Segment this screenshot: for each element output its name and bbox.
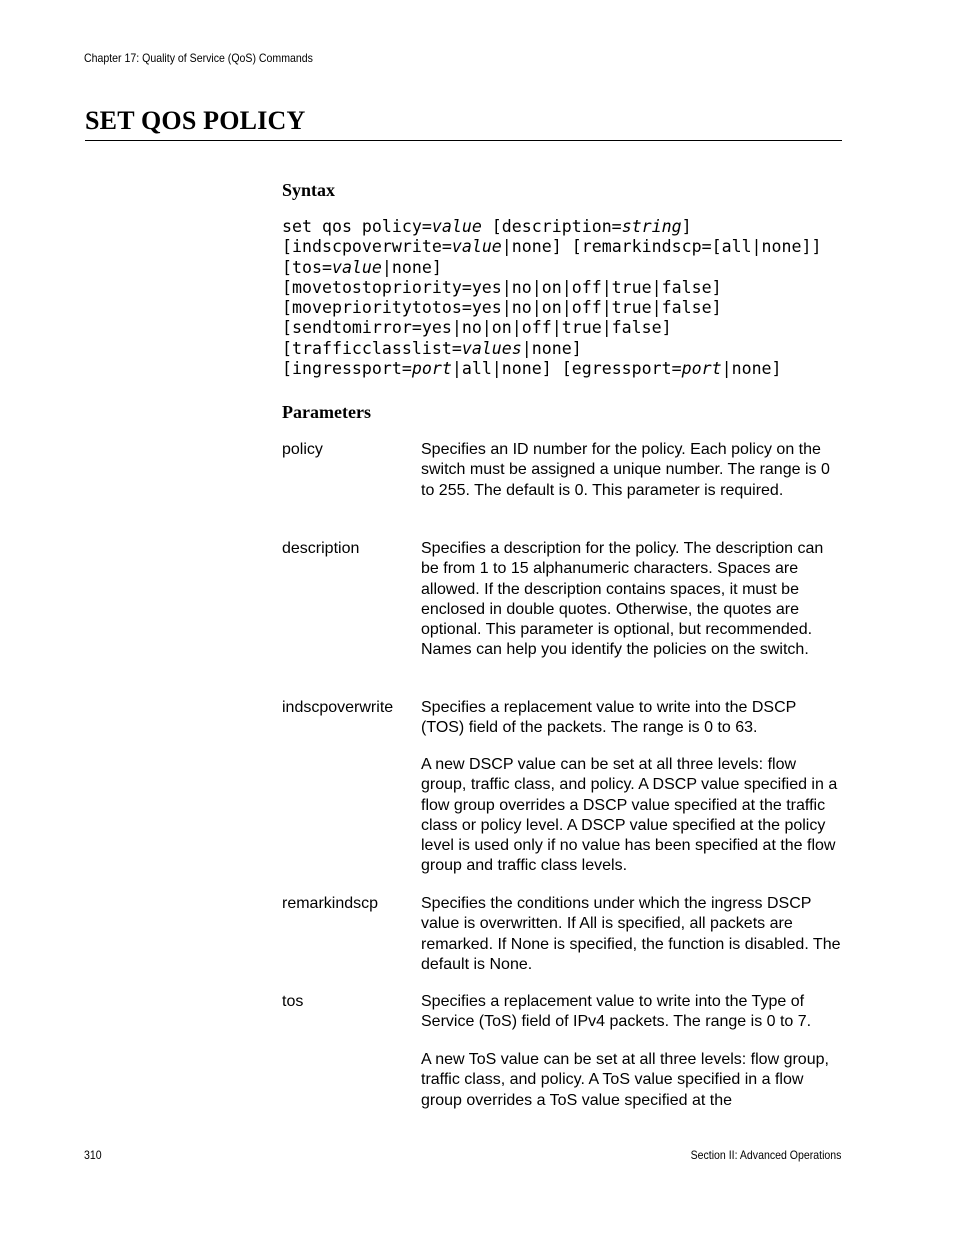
param-name-remarkindscp: remarkindscp <box>282 895 379 912</box>
syntax-text: [tos= <box>282 257 332 277</box>
syntax-line <box>282 298 822 318</box>
param-name-tos: tos <box>282 993 304 1010</box>
syntax-text: |all|none] [egressport= <box>451 359 682 379</box>
parameters-heading: Parameters <box>282 402 371 422</box>
syntax-block <box>282 217 822 379</box>
syntax-text: [description= <box>481 217 622 236</box>
syntax-placeholder: value <box>451 237 502 257</box>
syntax-placeholder: value <box>431 217 482 236</box>
param-desc-indscpoverwrite-note: A new DSCP value can be set at all three levels: flow group, traffic class, and policy. A DSCP value specified in a flow group overrides a DSCP value specified at the traffic class or policy level. A DSCP value specified at the policy level is used only if no value has been specified at the flow group and traffic class levels. <box>421 756 838 875</box>
syntax-placeholder: string <box>621 217 682 236</box>
page-number: 310 <box>84 1148 102 1162</box>
syntax-text: |none] <box>381 257 442 277</box>
param-desc-remarkindscp: Specifies the conditions under which the ingress DSCP value is overwritten. If All is specified, all packets are remarked. If None is specified, the function is disabled. The default is None. <box>421 895 841 973</box>
syntax-text: ] <box>681 217 692 236</box>
param-desc-indscpoverwrite: Specifies a replacement value to write into the DSCP (TOS) field of the packets. The range is 0 to 63. <box>421 699 797 737</box>
param-desc-tos-note: A new ToS value can be set at all three levels: flow group, traffic class, and policy. A ToS value specified in a flow group overrides a ToS value specified at the <box>421 1051 829 1109</box>
syntax-text: |none] <box>521 338 582 358</box>
syntax-text: [indscpoverwrite= <box>282 237 452 257</box>
syntax-text: |none] [remarkindscp=[all|none]] <box>501 237 822 257</box>
syntax-placeholder: value <box>331 257 382 277</box>
syntax-placeholder: port <box>681 359 722 379</box>
syntax-text: [sendtomirror=yes|no|on|off|true|false] <box>282 318 672 338</box>
syntax-line <box>282 237 822 257</box>
syntax-line <box>282 217 822 237</box>
param-name-description: description <box>282 540 360 557</box>
syntax-line <box>282 258 822 278</box>
page-title: SET QOS POLICY <box>85 106 306 135</box>
syntax-line <box>282 359 822 379</box>
param-desc-description: Specifies a description for the policy. The description can be from 1 to 15 alphanumeric characters. Spaces are allowed. If the description contains spaces, it must be enclosed in double quotes. Otherwise, the quotes are optional. This parameter is optional, but recommended. Names can help you identify the policies on the switch. <box>421 540 824 659</box>
syntax-placeholder: port <box>411 359 452 379</box>
syntax-heading: Syntax <box>282 180 336 200</box>
param-desc-tos: Specifies a replacement value to write into the Type of Service (ToS) field of IPv4 packets. The range is 0 to 7. <box>421 993 812 1031</box>
syntax-text: [trafficclasslist= <box>282 338 462 358</box>
syntax-text: [moveprioritytotos=yes|no|on|off|true|false] <box>282 298 722 318</box>
syntax-text: [ingressport= <box>282 359 412 379</box>
param-name-indscpoverwrite: indscpoverwrite <box>282 699 394 716</box>
footer-section: Section II: Advanced Operations <box>690 1148 841 1162</box>
syntax-line <box>282 278 822 298</box>
syntax-placeholder: values <box>461 338 522 358</box>
syntax-line <box>282 318 822 338</box>
syntax-text: set qos policy= <box>282 217 432 236</box>
title-rule <box>85 140 842 141</box>
syntax-text: [movetostopriority=yes|no|on|off|true|false] <box>282 277 722 297</box>
param-desc-policy: Specifies an ID number for the policy. Each policy on the switch must be assigned a unique number. The range is 0 to 255. The default is 0. This parameter is required. <box>421 441 830 499</box>
running-header: Chapter 17: Quality of Service (QoS) Commands <box>84 51 313 65</box>
syntax-text: |none] <box>721 359 782 379</box>
param-name-policy: policy <box>282 441 323 458</box>
syntax-line <box>282 339 822 359</box>
